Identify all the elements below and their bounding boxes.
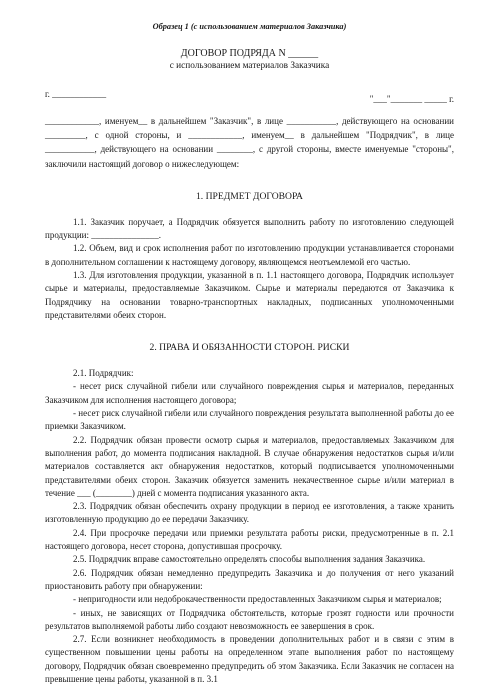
paragraph: 2.1. Подрядчик: — [73, 368, 134, 379]
paragraph: 1.2. Объем, вид и срок исполнения работ по изготовлению продукции устанавливается сторонами в дополнительном соглашении к настоящему договору, являющемся неотъемлемой его частью. — [45, 243, 454, 267]
date-field: "___"_______ _____ г. — [369, 94, 454, 104]
paragraph: - несет риск случайной гибели или случайного повреждения сырья и материалов, переданных Заказчиком для исполнения настоящего договора; — [45, 381, 454, 405]
paragraph: 2.7. Если возникнет необходимость в проведении дополнительных работ и в связи с этим в существенном повышении цены работы на определенном этапе выполнения работ по настоящему договору, Подрядчик обязан своевременно предупредить об этом Заказчика. Если Заказчик не согласен на превышение цены работы, указанной в п. 3.1 — [45, 634, 454, 685]
paragraph: 2.4. При просрочке передачи или приемки результата работы риски, предусмотренные в п. 2.1 настоящего договора, несет сторона, допустившая просрочку. — [45, 527, 454, 552]
place-date-row — [45, 89, 454, 104]
section-title: 2. ПРАВА И ОБЯЗАННОСТИ СТОРОН. РИСКИ — [149, 342, 350, 354]
paragraph: 2.3. Подрядчик обязан обеспечить охрану продукции в период ее изготовления, а также хранить изготовленную продукцию до ее передачи Заказчику. — [45, 501, 454, 525]
section-title: 1. ПРЕДМЕТ ДОГОВОРА — [196, 190, 303, 202]
contract-title: ДОГОВОР ПОДРЯДА N ______ — [180, 48, 319, 59]
paragraph: - непригодности или недоброкачественности предоставленных Заказчиком сырья и материалов; — [73, 594, 442, 605]
paragraph: - иных, не зависящих от Подрядчика обстоятельств, которые грозят годности или прочности результатов выполняемой работы либо создают невозможность ее завершения в срок. — [45, 607, 454, 631]
paragraph: 1.1. Заказчик поручает, а Подрядчик обязуется выполнить работу по изготовлению следующей продукции: _______________. — [45, 216, 454, 241]
city-field: г. ____________ — [45, 89, 107, 99]
paragraph: 2.6. Подрядчик обязан немедленно предупредить Заказчика и до получения от него указаний приостановить работу при обнаружении: — [45, 567, 454, 591]
intro-paragraph: ____________, именуем__ в дальнейшем "Заказчик", в лице ___________, действующего на основании _________, с одной стороны, и ____________, именуем__ в дальнейшем "Подрядчик", в лице ___________, действующего на основании ________, с другой стороны, вместе именуемые "стороны", заключили настоящий договор о нижеследующем: — [45, 116, 454, 169]
paragraph: 2.2. Подрядчик обязан провести осмотр сырья и материалов, предоставляемых Заказчиком для выполнения работ, до момента подписания накладной. В случае обнаружения недостатков сырья и/или материалов составляется акт обнаружения недостатков, который подписывается уполномоченными представителями обеих сторон. Заказчик обязуется заменить некачественное сырье и/или материал в течение ___ (________) дней с момента подписания указанного акта. — [45, 434, 454, 498]
paragraph: 1.3. Для изготовления продукции, указанной в п. 1.1 настоящего договора, Подрядчик использует сырье и материалы, предоставляемые Заказчиком. Сырье и материалы передаются от Заказчика к Подрядчику на основании товарно-транспортных накладных, подписанных уполномоченными представителями обеих сторон. — [45, 270, 454, 320]
paragraph: 2.5. Подрядчик вправе самостоятельно определять способы выполнения задания Заказчика. — [73, 554, 426, 565]
sample-note: Образец 1 (с использованием материалов Заказчика) — [152, 22, 347, 31]
paragraph: - несет риск случайной гибели или случайного повреждения результата выполненной работы до ее приемки Заказчиком. — [45, 408, 454, 432]
contract-subtitle: с использованием материалов Заказчика — [169, 61, 330, 71]
